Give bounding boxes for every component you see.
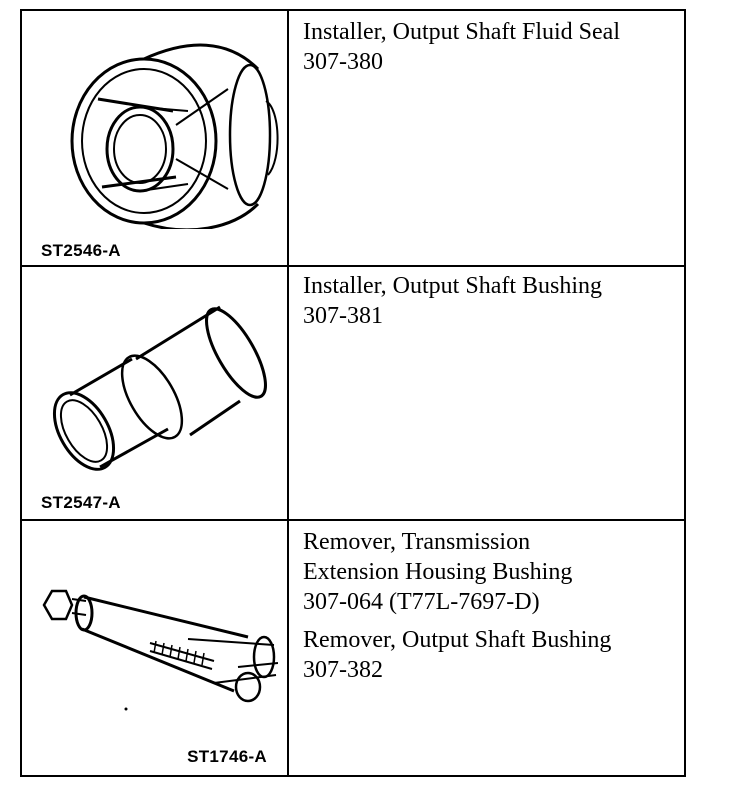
tool-name: Installer, Output Shaft Fluid Seal [303,19,621,45]
tool-description-cell [289,11,684,265]
tool-description-cell [289,519,684,775]
tool-description [303,625,684,685]
bushing-remover-icon [38,571,278,721]
tool-row [22,519,684,775]
tool-illustration-cell [22,519,289,775]
tool-number: 307-381 [303,303,383,329]
tool-description-cell [289,265,684,519]
figure-code: ST2547-A [41,493,121,512]
figure-code: ST2546-A [41,241,121,260]
tool-description [303,527,684,617]
tool-name: Remover, Output Shaft Bushing [303,627,612,653]
tool-description [303,271,684,331]
figure-code: ST1746-A [187,747,267,766]
tool-name: Installer, Output Shaft Bushing [303,273,603,299]
tool-number: 307-064 (T77L-7697-D) [303,589,540,615]
tool-description [303,17,684,77]
special-tools-table [20,9,686,777]
tool-row [22,265,684,521]
tool-illustration-cell [22,265,289,519]
tool-number: 307-380 [303,49,383,75]
tool-number: 307-382 [303,657,383,683]
tool-row [22,11,684,267]
fluid-seal-installer-icon [58,29,288,229]
bushing-installer-icon [40,289,270,489]
tool-name: Extension Housing Bushing [303,559,573,585]
tool-illustration-cell [22,11,289,265]
tool-name: Remover, Transmission [303,529,531,555]
